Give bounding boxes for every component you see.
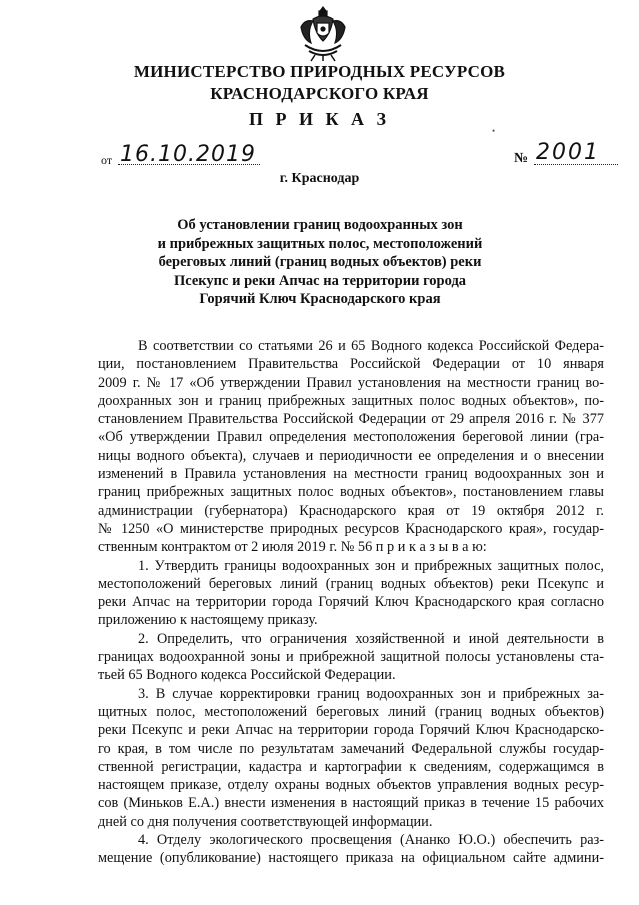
body-line: 1. Утвердить границы водоохранных зон и прибрежных защитных полос, <box>138 557 604 574</box>
body-line: границ прибрежных защитных полос водных объектов», постановлением главы <box>98 484 604 501</box>
body-line: становлением Правительства Российской Федерации от 29 апреля 2016 г. № 377 <box>98 411 604 428</box>
body-line: мещение (опубликование) настоящего приказа на официальном сайте админи- <box>98 850 604 867</box>
body-line: дней со дня получения соответствующей информации. <box>98 813 433 830</box>
handwritten-date: 16.10.2019 <box>120 142 256 167</box>
body-line: ственным контрактом от 2 июля 2019 г. № 56 п р и к а з ы в а ю: <box>98 539 487 556</box>
body-line: 3. В случае корректировки границ водоохранных зон и прибрежных за- <box>138 685 604 702</box>
title-line: Псекупс и реки Апчас на территории города <box>173 272 467 289</box>
handwritten-number: 2001 <box>536 140 600 165</box>
number-prefix: № <box>514 151 529 166</box>
body-line: реки Псекупс и реки Апчас на территории города Горячий Ключ Краснодарско- <box>98 722 604 739</box>
body-line: го края, в том числе по результатам замечаний Федеральной службы государ- <box>98 740 604 757</box>
body-line: приложению к настоящему приказу. <box>98 612 318 629</box>
city-name: г. Краснодар <box>279 171 360 186</box>
body-line: местоположений береговых линий (границ водных объектов) реки Псекупс и <box>98 575 604 592</box>
body-line: 2. Определить, что ограничения хозяйственной и иной деятельности в <box>138 630 604 647</box>
body-line: доохранных зон и границ прибрежных защитных полос водных объектов», по- <box>98 392 604 409</box>
body-line: № 1250 «О министерстве природных ресурсов Краснодарского края», государ- <box>98 520 604 537</box>
coat-of-arms-emblem <box>295 5 351 63</box>
body-line: изменений в Правила установления на местности границ водоохранных зон и <box>98 466 604 483</box>
body-line: ственной регистрации, кадастра и картографии к сведениям, содержащимся в <box>98 758 604 775</box>
body-line: ции, постановлением Правительства Российской Федерации от 10 января <box>98 356 604 373</box>
title-line: Об установлении границ водоохранных зон <box>177 217 463 233</box>
body-line: сов (Миньков Е.А.) внести изменения в настоящий приказ в течение 15 рабочих <box>98 795 604 812</box>
document-title <box>120 216 520 309</box>
body-line: 2009 г. № 17 «Об утверждении Правил установления на местности границ во- <box>98 374 604 391</box>
document-type: П Р И К А З <box>248 109 391 129</box>
ministry-name-line1: МИНИСТЕРСТВО ПРИРОДНЫХ РЕСУРСОВ <box>133 62 506 81</box>
date-prefix: от <box>101 153 113 167</box>
body-line: администрации (губернатора) Краснодарского края от 19 октября 2012 г. <box>98 502 604 519</box>
body-line: «Об утверждении Правил определения местоположения береговой линии (гра- <box>98 429 604 446</box>
body-line: реки Апчас на территории города Горячий Ключ Краснодарского края согласно <box>98 594 604 611</box>
body-line: границах водоохранной зоны и прибрежной защитной полосы установлены ста- <box>98 649 604 666</box>
body-line: ницы водного объекта), случаев и периодичности ее определения и о внесении <box>98 447 604 464</box>
body-line: тьей 65 Водного кодекса Российской Федерации. <box>98 667 396 684</box>
title-line: Горячий Ключ Краснодарского края <box>199 291 441 307</box>
body-line: щитных полос, местоположений береговых линий (границ водных объектов) <box>98 703 604 720</box>
body-line: В соответствии со статьями 26 и 65 Водного кодекса Российской Федера- <box>138 338 604 354</box>
number-underline <box>534 164 618 165</box>
body-line: 4. Отделу экологического просвещения (Ананко Ю.О.) обеспечить раз- <box>138 832 604 849</box>
title-line: береговых линий (границ водных объектов) реки <box>158 254 482 270</box>
stray-mark: • <box>492 126 496 136</box>
body-line: настоящем приказе, отделу охраны водных объектов управления водных ресур- <box>98 777 604 794</box>
title-line: и прибрежных защитных полос, местоположений <box>157 235 483 252</box>
date-underline <box>118 164 260 165</box>
ministry-name-line2: КРАСНОДАРСКОГО КРАЯ <box>210 84 429 103</box>
document-body <box>98 337 604 868</box>
